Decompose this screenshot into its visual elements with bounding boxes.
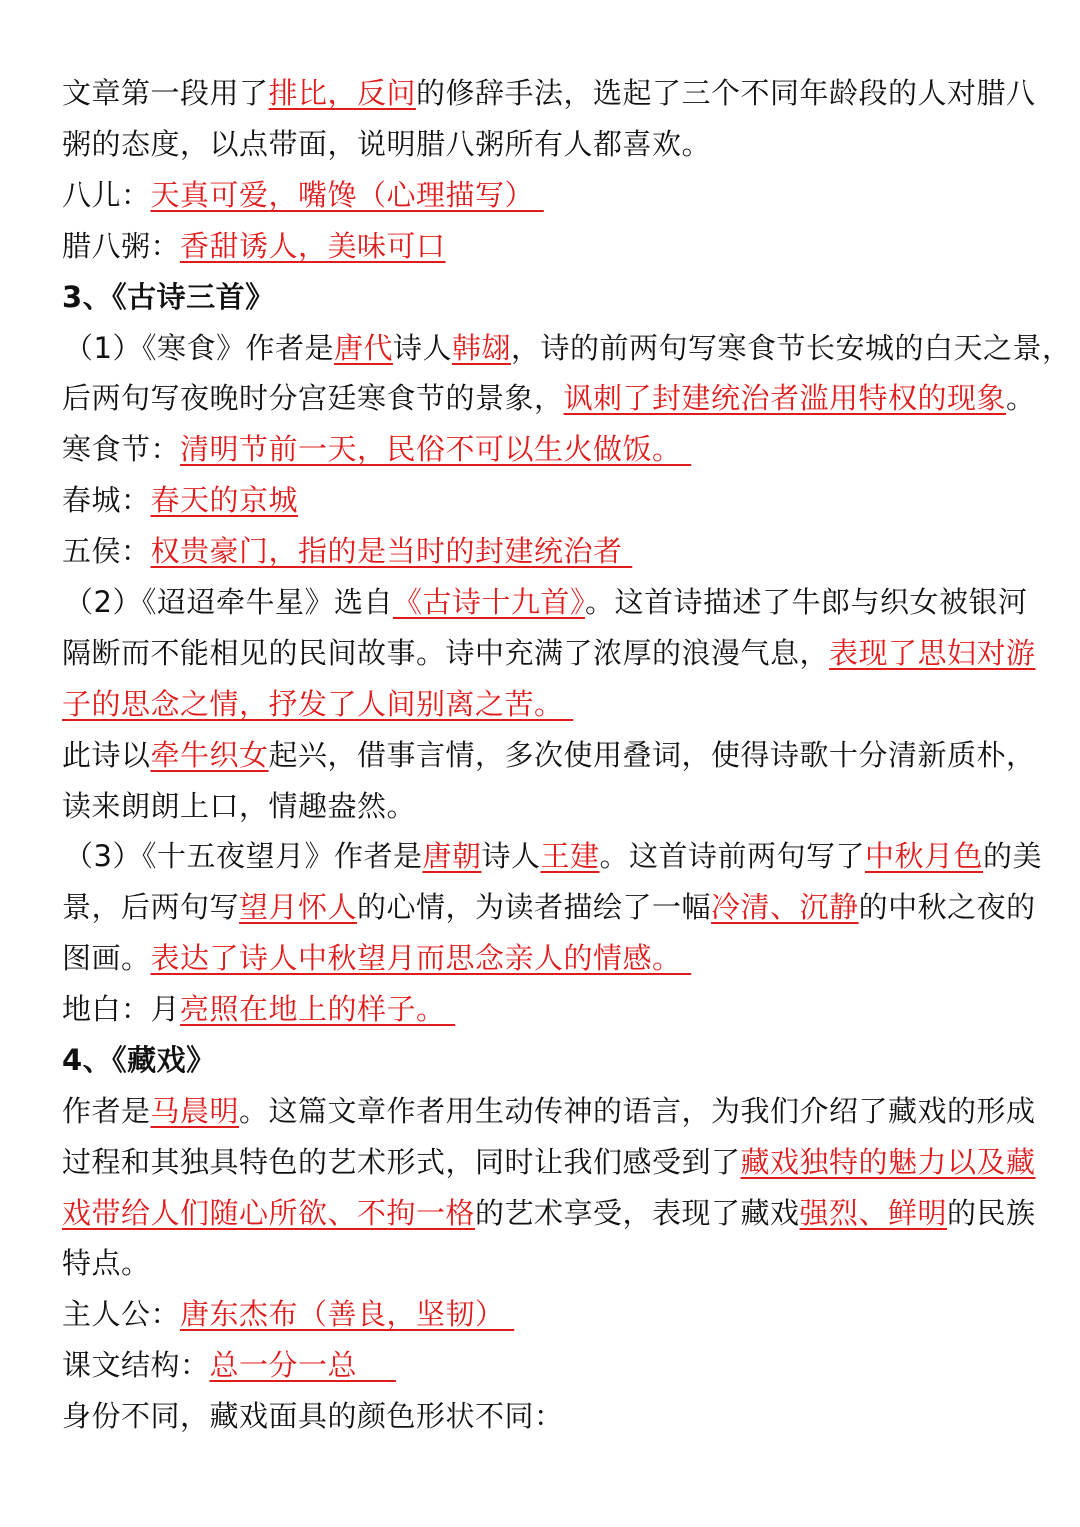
highlighted-answer: 权贵豪门，指的是当时的封建统治者 bbox=[150, 534, 633, 568]
highlighted-answer: 清明节前一天，民俗不可以生火做饭。 bbox=[180, 432, 692, 466]
highlighted-answer: 春天的京城 bbox=[150, 483, 299, 517]
text-run: 五侯： bbox=[62, 534, 151, 568]
poem-2-line-5 bbox=[62, 786, 1022, 826]
text-run: ，诗的前两句写寒食节长安城的白天之景， bbox=[511, 331, 1072, 365]
note-hanshijie bbox=[62, 429, 1022, 469]
note-labazhou bbox=[62, 226, 1022, 266]
text-run: 地白：月 bbox=[62, 992, 181, 1026]
text-run: 的民族 bbox=[947, 1196, 1036, 1230]
poem-1-line-2 bbox=[62, 378, 1036, 418]
highlighted-answer: 讽刺了封建统治者滥用特权的现象 bbox=[563, 381, 1007, 415]
highlighted-answer: 藏戏独特的魅力以及藏 bbox=[740, 1145, 1036, 1179]
text-run: 读来朗朗上口，情趣盎然。 bbox=[62, 789, 417, 823]
text-run: 主人公： bbox=[62, 1297, 181, 1331]
note-structure bbox=[62, 1345, 1022, 1385]
poem-3-line-2 bbox=[62, 887, 1036, 927]
text-run: 。这首诗前两句写了 bbox=[599, 839, 866, 873]
text-run: 文章第一段用了 bbox=[62, 76, 269, 110]
zangxi-line-1 bbox=[62, 1091, 1036, 1131]
poem-2-line-4 bbox=[62, 735, 1036, 775]
poem-2-line-2 bbox=[62, 633, 1036, 673]
text-run: 八儿： bbox=[62, 178, 151, 212]
note-protagonist bbox=[62, 1294, 1022, 1334]
text-run: 的中秋之夜的 bbox=[858, 890, 1036, 924]
poem-3-line-1 bbox=[64, 836, 1043, 876]
text-run: 的美 bbox=[983, 839, 1043, 873]
zangxi-line-last bbox=[62, 1396, 1022, 1436]
note-wuhou bbox=[62, 531, 1022, 571]
text-run: （2）《迢迢牵牛星》选自 bbox=[64, 585, 393, 619]
poem-1-line-1 bbox=[64, 328, 1072, 368]
highlighted-answer: 总一分一总 bbox=[209, 1348, 396, 1382]
highlighted-answer: 唐代 bbox=[333, 331, 393, 365]
poem-3-line-3 bbox=[62, 938, 1022, 978]
note-baer bbox=[62, 175, 1022, 215]
highlighted-answer: 《古诗十九首》 bbox=[392, 585, 585, 619]
highlighted-answer: 戏带给人们随心所欲、不拘一格 bbox=[62, 1196, 476, 1230]
section-heading-4 bbox=[62, 1040, 1022, 1080]
highlighted-answer: 表达了诗人中秋望月而思念亲人的情感。 bbox=[150, 941, 692, 975]
text-run: 特点。 bbox=[62, 1246, 151, 1280]
highlighted-answer: 表现了思妇对游 bbox=[829, 636, 1036, 670]
text-run: 此诗以 bbox=[62, 738, 151, 772]
text-run: 课文结构： bbox=[62, 1348, 210, 1382]
text-run: 3、《古诗三首》 bbox=[62, 280, 275, 314]
text-run: 诗人 bbox=[392, 331, 452, 365]
text-run: 的修辞手法，选起了三个不同年龄段的人对腊八 bbox=[416, 76, 1036, 110]
text-run: （3）《十五夜望月》作者是 bbox=[64, 839, 423, 873]
text-run: 的心情，为读者描绘了一幅 bbox=[357, 890, 712, 924]
highlighted-answer: 唐朝 bbox=[422, 839, 482, 873]
text-run: （1）《寒食》作者是 bbox=[64, 331, 334, 365]
poem-2-line-1 bbox=[64, 582, 1028, 622]
poem-2-line-3 bbox=[62, 684, 1022, 724]
text-run: 隔断而不能相见的民间故事。诗中充满了浓厚的浪漫气息， bbox=[62, 636, 830, 670]
text-run: 过程和其独具特色的艺术形式，同时让我们感受到了 bbox=[62, 1145, 741, 1179]
paragraph-line-1 bbox=[62, 73, 1036, 113]
section-heading-3 bbox=[62, 277, 1022, 317]
highlighted-answer: 望月怀人 bbox=[239, 890, 358, 924]
text-run: 后两句写夜晚时分宫廷寒食节的景象， bbox=[62, 381, 564, 415]
text-run: 景，后两句写 bbox=[62, 890, 240, 924]
highlighted-answer: 亮照在地上的样子。 bbox=[180, 992, 456, 1026]
text-run: 4、《藏戏》 bbox=[62, 1043, 216, 1077]
highlighted-answer: 冷清、沉静 bbox=[711, 890, 859, 924]
note-dibai bbox=[62, 989, 1022, 1029]
zangxi-line-3 bbox=[62, 1193, 1036, 1233]
note-chuncheng bbox=[62, 480, 1022, 520]
text-run: 。 bbox=[1006, 381, 1036, 415]
zangxi-line-2 bbox=[62, 1142, 1036, 1182]
text-run: 作者是 bbox=[62, 1094, 151, 1128]
highlighted-answer: 天真可爱，嘴馋（心理描写） bbox=[150, 178, 544, 212]
highlighted-answer: 王建 bbox=[540, 839, 600, 873]
highlighted-answer: 香甜诱人，美味可口 bbox=[180, 229, 446, 263]
highlighted-answer: 马晨明 bbox=[150, 1094, 240, 1128]
text-run: 春城： bbox=[62, 483, 151, 517]
highlighted-answer: 排比，反问 bbox=[268, 76, 417, 110]
highlighted-answer: 子的思念之情，抒发了人间别离之苦。 bbox=[62, 687, 574, 721]
highlighted-answer: 唐东杰布（善良，坚韧） bbox=[180, 1297, 515, 1331]
text-run: 诗人 bbox=[481, 839, 541, 873]
text-run: 的艺术享受，表现了藏戏 bbox=[475, 1196, 800, 1230]
paragraph-line-2 bbox=[62, 124, 1022, 164]
text-run: 起兴，借事言情，多次使用叠词，使得诗歌十分清新质朴， bbox=[268, 738, 1036, 772]
text-run: 。这篇文章作者用生动传神的语言，为我们介绍了藏戏的形成 bbox=[239, 1094, 1036, 1128]
highlighted-answer: 强烈、鲜明 bbox=[799, 1196, 948, 1230]
text-run: 寒食节： bbox=[62, 432, 181, 466]
text-run: 图画。 bbox=[62, 941, 151, 975]
zangxi-line-4 bbox=[62, 1243, 1022, 1283]
text-run: 身份不同，藏戏面具的颜色形状不同： bbox=[62, 1399, 564, 1433]
highlighted-answer: 中秋月色 bbox=[865, 839, 984, 873]
text-run: 。这首诗描述了牛郎与织女被银河 bbox=[584, 585, 1028, 619]
text-run: 腊八粥： bbox=[62, 229, 181, 263]
highlighted-answer: 牵牛织女 bbox=[150, 738, 269, 772]
highlighted-answer: 韩翃 bbox=[451, 331, 511, 365]
text-run: 粥的态度，以点带面，说明腊八粥所有人都喜欢。 bbox=[62, 127, 712, 161]
